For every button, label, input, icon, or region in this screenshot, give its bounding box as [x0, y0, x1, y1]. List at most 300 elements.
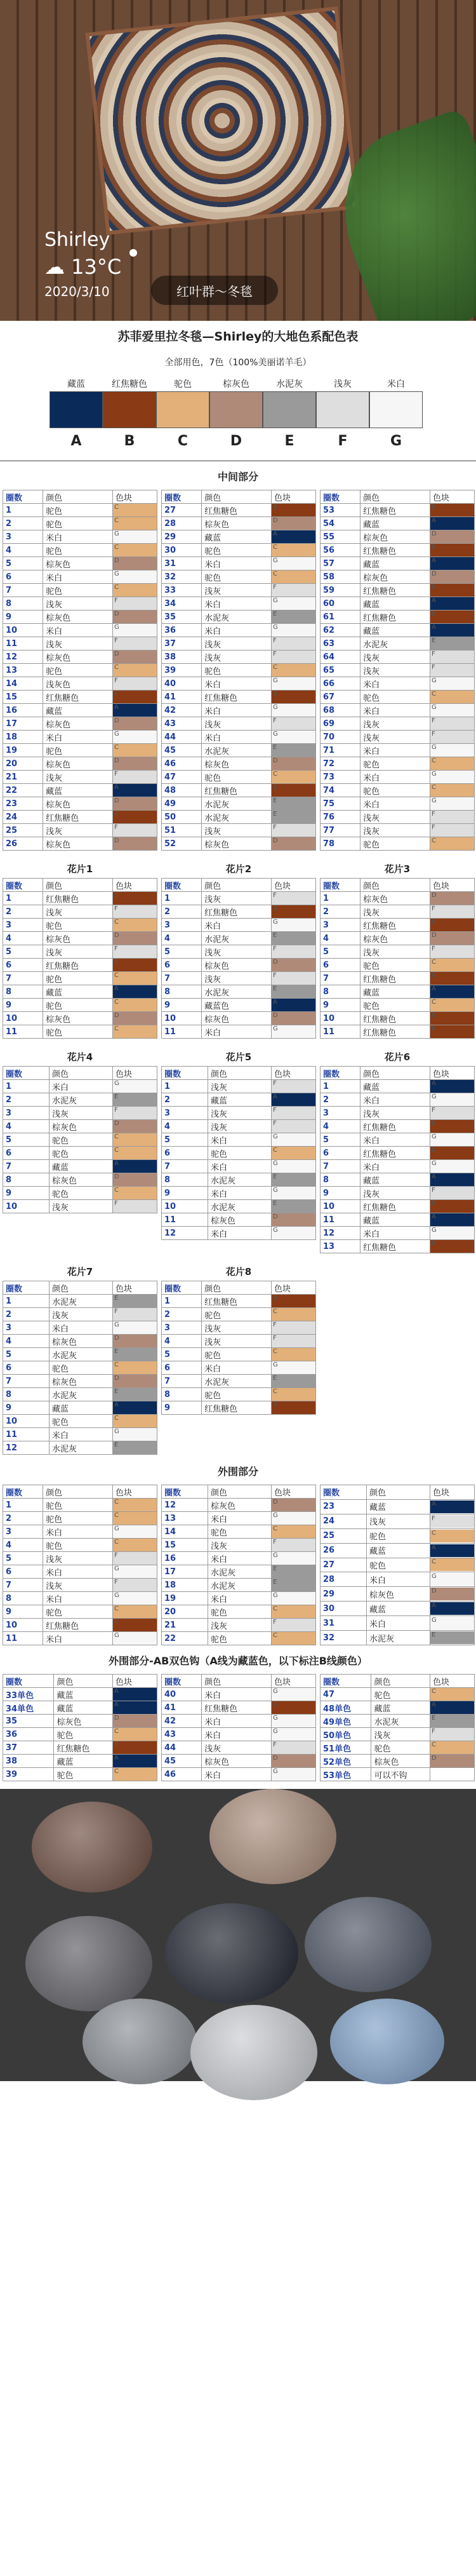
header-color: 颜色 — [202, 1675, 272, 1688]
table-row — [3, 1147, 157, 1160]
round-cell: 6 — [3, 570, 43, 584]
round-cell: 41 — [162, 1701, 202, 1715]
motif-block — [161, 857, 316, 1039]
round-cell: 3 — [321, 919, 360, 932]
round-cell: 43 — [162, 717, 202, 731]
color-name-cell: 米白 — [202, 624, 272, 637]
round-cell: 63 — [321, 637, 360, 651]
yarn-ball — [83, 1999, 197, 2084]
swatch-cell: F — [113, 771, 157, 784]
swatch-cell: G — [430, 1227, 475, 1240]
swatch-cell: D — [113, 610, 157, 624]
round-cell: 10 — [3, 1012, 43, 1025]
table-row — [3, 1755, 157, 1768]
round-cell: 5 — [162, 1348, 202, 1361]
motif-title: 花片1 — [67, 863, 93, 875]
table-row — [162, 1755, 316, 1768]
swatch-cell: B — [113, 1619, 157, 1632]
swatch-cell: F — [272, 651, 316, 664]
table-row — [3, 1361, 157, 1375]
color-name-cell: 棕灰色 — [43, 837, 113, 851]
color-name-cell: 红焦糖色 — [202, 905, 272, 919]
table-row — [162, 972, 316, 985]
color-name-cell: 米白 — [360, 797, 430, 811]
round-cell: 3 — [162, 1107, 208, 1120]
table-row — [162, 677, 316, 691]
color-name-cell: 棕灰色 — [43, 717, 113, 731]
swatch-cell: E — [272, 985, 316, 999]
round-cell: 16 — [162, 1552, 208, 1565]
swatch-cell: E — [113, 1295, 157, 1308]
table-row — [321, 1688, 475, 1701]
table-row — [162, 1200, 316, 1213]
color-name-cell: 米白 — [202, 919, 272, 932]
table-row — [162, 771, 316, 784]
color-name-cell: 水泥灰 — [202, 811, 272, 824]
round-cell: 10 — [3, 1415, 50, 1428]
round-cell: 31 — [162, 557, 202, 570]
color-name-cell: 驼色 — [49, 1415, 112, 1428]
swatch-cell: D — [430, 932, 475, 945]
swatch-cell: G — [272, 1715, 316, 1728]
palette-swatch — [103, 391, 156, 428]
round-cell: 48 — [162, 784, 202, 797]
swatch-cell: E — [113, 1348, 157, 1361]
swatch-cell: F — [430, 1728, 475, 1741]
table-row — [321, 1173, 475, 1187]
swatch-cell: C — [272, 1147, 316, 1160]
table-row — [162, 837, 316, 851]
round-cell: 34单色 — [3, 1701, 54, 1715]
yarn-ball — [305, 1897, 432, 1992]
header-swatch: 色块 — [113, 1281, 157, 1295]
swatch-cell: C — [113, 1539, 157, 1552]
swatch-cell: G — [113, 1428, 157, 1441]
swatch-cell: B — [113, 892, 157, 905]
table-row — [162, 919, 316, 932]
table-row — [321, 1558, 475, 1572]
table-row — [162, 797, 316, 811]
header-color: 颜色 — [49, 1067, 112, 1080]
palette-swatch — [369, 391, 423, 428]
swatch-cell: C — [113, 972, 157, 985]
swatch-cell: C — [113, 1768, 157, 1781]
round-cell: 68 — [321, 704, 360, 717]
yarn-ball — [25, 1916, 152, 2011]
color-name-cell: 水泥灰 — [202, 985, 272, 999]
round-cell: 2 — [3, 1093, 50, 1107]
color-name-cell: 浅灰 — [360, 717, 430, 731]
swatch-cell: C — [272, 1388, 316, 1401]
swatch-cell: A — [113, 1688, 157, 1701]
round-cell: 1 — [3, 1499, 43, 1512]
round-cell: 1 — [321, 1080, 360, 1093]
swatch-cell: D — [272, 1012, 316, 1025]
round-cell: 31 — [321, 1616, 367, 1631]
round-cell: 49 — [162, 797, 202, 811]
swatch-cell: B — [113, 1741, 157, 1755]
table-header — [3, 1675, 157, 1688]
color-name-cell: 红焦糖色 — [43, 892, 113, 905]
color-name-cell: 浅灰 — [360, 731, 430, 744]
header-color: 颜色 — [202, 490, 272, 504]
round-cell: 13 — [3, 664, 43, 677]
swatch-cell: A — [430, 1602, 475, 1616]
color-name-cell: 浅灰 — [360, 1107, 430, 1120]
header-round: 圈数 — [3, 490, 43, 504]
color-name-cell: 米白 — [202, 731, 272, 744]
color-table — [161, 490, 316, 851]
table-row — [3, 1012, 157, 1025]
swatch-cell: C — [272, 1632, 316, 1645]
round-cell: 8 — [3, 1173, 50, 1187]
round-cell: 45 — [162, 1755, 202, 1768]
swatch-cell: E — [430, 1631, 475, 1645]
table-row — [162, 1335, 316, 1348]
table-row — [162, 1499, 316, 1512]
swatch-cell: G — [430, 1093, 475, 1107]
swatch-cell: G — [430, 797, 475, 811]
round-cell: 10 — [321, 1012, 360, 1025]
color-name-cell: 水泥灰 — [49, 1441, 112, 1455]
color-name-cell: 驼色 — [43, 1605, 113, 1619]
color-name-cell: 驼色 — [360, 999, 430, 1012]
color-name-cell: 棕灰色 — [43, 1012, 113, 1025]
round-cell: 4 — [3, 544, 43, 557]
swatch-cell: D — [113, 651, 157, 664]
round-cell: 5 — [3, 1348, 50, 1361]
header-round: 圈数 — [321, 879, 360, 892]
round-cell: 12 — [3, 651, 43, 664]
header-color: 颜色 — [49, 1281, 112, 1295]
header-swatch: 色块 — [272, 1675, 316, 1688]
color-name-cell: 棕灰色 — [371, 1755, 430, 1768]
table-header — [3, 879, 157, 892]
swatch-cell: A — [113, 985, 157, 999]
color-name-cell: 米白 — [202, 597, 272, 610]
table-row — [3, 717, 157, 731]
swatch-cell: G — [272, 1361, 316, 1375]
swatch-cell: C — [113, 1605, 157, 1619]
round-cell: 67 — [321, 691, 360, 704]
table-row — [162, 1012, 316, 1025]
round-cell: 56 — [321, 544, 360, 557]
color-name-cell: 红焦糖色 — [360, 1120, 430, 1133]
round-cell: 8 — [321, 1173, 360, 1187]
color-name-cell: 红焦糖色 — [360, 972, 430, 985]
swatch-cell: A — [430, 1701, 475, 1715]
color-name-cell: 米白 — [202, 1715, 272, 1728]
swatch-cell: D — [113, 717, 157, 731]
round-cell: 66 — [321, 677, 360, 691]
table-row — [321, 1715, 475, 1728]
round-cell: 1 — [162, 892, 202, 905]
round-cell: 25 — [321, 1528, 367, 1543]
color-name-cell: 水泥灰 — [49, 1295, 112, 1308]
color-name-cell: 米白 — [366, 1616, 430, 1631]
swatch-cell: E — [272, 811, 316, 824]
table-row — [321, 637, 475, 651]
round-cell: 47 — [162, 771, 202, 784]
table-row — [3, 1295, 157, 1308]
color-name-cell: 棕灰色 — [360, 892, 430, 905]
round-cell: 39 — [162, 664, 202, 677]
swatch-cell: F — [113, 1308, 157, 1321]
color-name-cell: 红焦糖色 — [360, 544, 430, 557]
swatch-cell: C — [113, 584, 157, 597]
table-row — [321, 1120, 475, 1133]
table-row — [162, 1512, 316, 1525]
table-row — [3, 731, 157, 744]
color-name-cell: 水泥灰 — [49, 1388, 112, 1401]
color-name-cell: 米白 — [43, 1525, 113, 1539]
table-row — [321, 1093, 475, 1107]
color-name-cell: 驼色 — [202, 664, 272, 677]
user-name: Shirley — [44, 229, 110, 251]
swatch-cell: G — [272, 677, 316, 691]
swatch-cell: B — [430, 504, 475, 517]
table-row — [162, 824, 316, 837]
color-name-cell: 驼色 — [43, 972, 113, 985]
color-name-cell: 驼色 — [366, 1558, 430, 1572]
round-cell: 7 — [162, 1375, 202, 1388]
color-name-cell: 红焦糖色 — [202, 1701, 272, 1715]
table-row — [3, 1173, 157, 1187]
round-cell: 5 — [3, 1133, 50, 1147]
color-name-cell: 藏蓝 — [54, 1755, 113, 1768]
color-name-cell: 水泥灰 — [202, 932, 272, 945]
round-cell: 60 — [321, 597, 360, 610]
round-cell: 69 — [321, 717, 360, 731]
table-row — [162, 557, 316, 570]
table-row — [3, 584, 157, 597]
table-header — [321, 1067, 475, 1080]
swatch-cell: G — [430, 677, 475, 691]
round-cell: 1 — [3, 1295, 50, 1308]
round-cell: 65 — [321, 664, 360, 677]
color-name-cell: 棕灰色 — [43, 651, 113, 664]
header-color: 颜色 — [208, 1485, 271, 1499]
swatch-cell: A — [272, 999, 316, 1012]
color-table — [3, 878, 157, 1039]
swatch-cell: C — [430, 1528, 475, 1543]
table-header — [162, 1281, 316, 1295]
color-name-cell: 驼色 — [43, 744, 113, 757]
table-row — [3, 1107, 157, 1120]
swatch-cell: D — [430, 530, 475, 544]
swatch-cell: A — [430, 985, 475, 999]
color-name-cell: 驼色 — [54, 1728, 113, 1741]
swatch-cell: C — [113, 1361, 157, 1375]
color-name-cell: 驼色 — [208, 1147, 271, 1160]
color-name-cell: 藏蓝 — [43, 985, 113, 999]
color-name-cell: 红焦糖色 — [360, 1012, 430, 1025]
swatch-cell: C — [272, 570, 316, 584]
color-name-cell: 米白 — [360, 744, 430, 757]
color-name-cell: 米白 — [360, 1093, 430, 1107]
table-row — [321, 610, 475, 624]
round-cell: 7 — [321, 1160, 360, 1173]
temperature: ☁ 13°C — [44, 255, 122, 279]
table-header — [321, 879, 475, 892]
yarn-ball — [330, 1999, 444, 2084]
table-row — [162, 637, 316, 651]
swatch-cell: A — [113, 1701, 157, 1715]
swatch-cell: C — [272, 1308, 316, 1321]
color-name-cell: 米白 — [202, 1688, 272, 1701]
round-cell: 8 — [3, 597, 43, 610]
motif-block — [161, 1260, 316, 1415]
motif-title: 花片6 — [384, 1051, 411, 1063]
table-row — [162, 1308, 316, 1321]
round-cell: 4 — [321, 1120, 360, 1133]
swatch-cell: E — [272, 1565, 316, 1579]
color-name-cell: 红焦糖色 — [360, 1025, 430, 1039]
table-row — [162, 717, 316, 731]
swatch-cell: C — [113, 999, 157, 1012]
table-row — [162, 1173, 316, 1187]
color-name-cell: 驼色 — [366, 1528, 430, 1543]
round-cell: 7 — [3, 1375, 50, 1388]
swatch-cell: D — [113, 797, 157, 811]
round-cell: 3 — [162, 1321, 202, 1335]
swatch-cell: G — [272, 704, 316, 717]
swatch-cell: C — [430, 999, 475, 1012]
round-cell: 2 — [162, 1093, 208, 1107]
header-color: 颜色 — [43, 879, 113, 892]
header-swatch: 色块 — [430, 1067, 475, 1080]
palette-letter: D — [230, 433, 242, 449]
swatch-cell: A — [113, 1160, 157, 1173]
palette-swatch — [316, 391, 369, 428]
color-name-cell: 棕灰色 — [360, 932, 430, 945]
table-row — [3, 892, 157, 905]
swatch-cell: C — [272, 1348, 316, 1361]
round-cell: 2 — [3, 1512, 43, 1525]
swatch-cell: A — [430, 1213, 475, 1227]
round-cell: 14 — [162, 1525, 208, 1539]
color-name-cell: 驼色 — [43, 1512, 113, 1525]
round-cell: 28 — [321, 1572, 367, 1587]
swatch-cell: C — [272, 664, 316, 677]
color-name-cell: 驼色 — [371, 1741, 430, 1755]
swatch-cell: D — [113, 1375, 157, 1388]
color-name-cell: 红焦糖色 — [43, 959, 113, 972]
outer-ab-tables — [3, 1674, 476, 1781]
palette-item — [50, 377, 103, 449]
table-row — [321, 1528, 475, 1543]
table-row — [3, 1375, 157, 1388]
round-cell: 10 — [3, 624, 43, 637]
header-round: 圈数 — [321, 1675, 371, 1688]
color-name-cell: 米白 — [43, 570, 113, 584]
section-middle-title: 中间部分 — [217, 471, 258, 483]
swatch-cell: F — [272, 1107, 316, 1120]
color-table — [161, 878, 316, 1039]
motif-title: 花片2 — [225, 863, 252, 875]
table-row — [3, 1768, 157, 1781]
round-cell: 11 — [321, 1213, 360, 1227]
table-row — [3, 811, 157, 824]
color-name-cell: 浅灰 — [43, 1552, 113, 1565]
table-row — [3, 945, 157, 959]
swatch-cell: B — [272, 691, 316, 704]
round-cell: 8 — [162, 1388, 202, 1401]
header-swatch: 色块 — [430, 1675, 475, 1688]
header-color: 颜色 — [202, 1281, 272, 1295]
color-name-cell: 藏蓝 — [360, 624, 430, 637]
swatch-cell: G — [272, 1187, 316, 1200]
swatch-cell: F — [430, 905, 475, 919]
color-name-cell: 驼色 — [43, 1025, 113, 1039]
swatch-cell: F — [113, 1200, 157, 1213]
round-cell: 9 — [321, 1187, 360, 1200]
round-cell: 1 — [3, 504, 43, 517]
color-name-cell: 米白 — [360, 1160, 430, 1173]
color-name-cell: 驼色 — [360, 784, 430, 797]
swatch-cell: E — [272, 797, 316, 811]
table-row — [321, 1107, 475, 1120]
swatch-cell: F — [272, 945, 316, 959]
table-row — [162, 1120, 316, 1133]
round-cell: 35 — [3, 1715, 54, 1728]
round-cell: 47 — [321, 1688, 371, 1701]
table-row — [162, 905, 316, 919]
table-row — [321, 530, 475, 544]
palette-swatch — [263, 391, 316, 428]
round-cell: 42 — [162, 704, 202, 717]
color-name-cell: 驼色 — [360, 959, 430, 972]
swatch-cell: C — [113, 664, 157, 677]
table-header — [321, 490, 475, 504]
table-row — [3, 1093, 157, 1107]
swatch-cell: G — [272, 557, 316, 570]
color-name-cell: 驼色 — [360, 757, 430, 771]
round-cell: 27 — [321, 1558, 367, 1572]
color-name-cell: 驼色 — [49, 1361, 112, 1375]
color-name-cell: 米白 — [202, 677, 272, 691]
table-row — [162, 1688, 316, 1701]
table-header — [321, 1485, 475, 1500]
round-cell: 5 — [321, 945, 360, 959]
motif-row — [3, 1260, 476, 1455]
color-name-cell: 红焦糖色 — [43, 691, 113, 704]
round-cell: 9 — [3, 610, 43, 624]
color-name-cell: 驼色 — [208, 1605, 271, 1619]
round-cell: 8 — [3, 985, 43, 999]
color-name-cell: 浅灰 — [360, 824, 430, 837]
round-cell: 15 — [3, 691, 43, 704]
round-cell: 48单色 — [321, 1701, 371, 1715]
table-header — [162, 1067, 316, 1080]
swatch-cell: F — [272, 1619, 316, 1632]
table-row — [3, 1715, 157, 1728]
swatch-cell: A — [430, 1173, 475, 1187]
motif-title: 花片4 — [67, 1051, 93, 1063]
color-name-cell: 棕灰色 — [202, 1012, 272, 1025]
color-name-cell: 棕灰色 — [49, 1335, 112, 1348]
color-name-cell: 浅灰 — [208, 1619, 271, 1632]
yarn-ball — [32, 1802, 152, 1892]
color-name-cell: 米白 — [43, 1565, 113, 1579]
swatch-cell: C — [113, 1133, 157, 1147]
table-row — [3, 1632, 157, 1645]
table-row — [3, 1512, 157, 1525]
palette-item — [263, 377, 316, 449]
swatch-cell: A — [430, 1499, 475, 1514]
round-cell: 40 — [162, 1688, 202, 1701]
swatch-cell: C — [113, 1187, 157, 1200]
